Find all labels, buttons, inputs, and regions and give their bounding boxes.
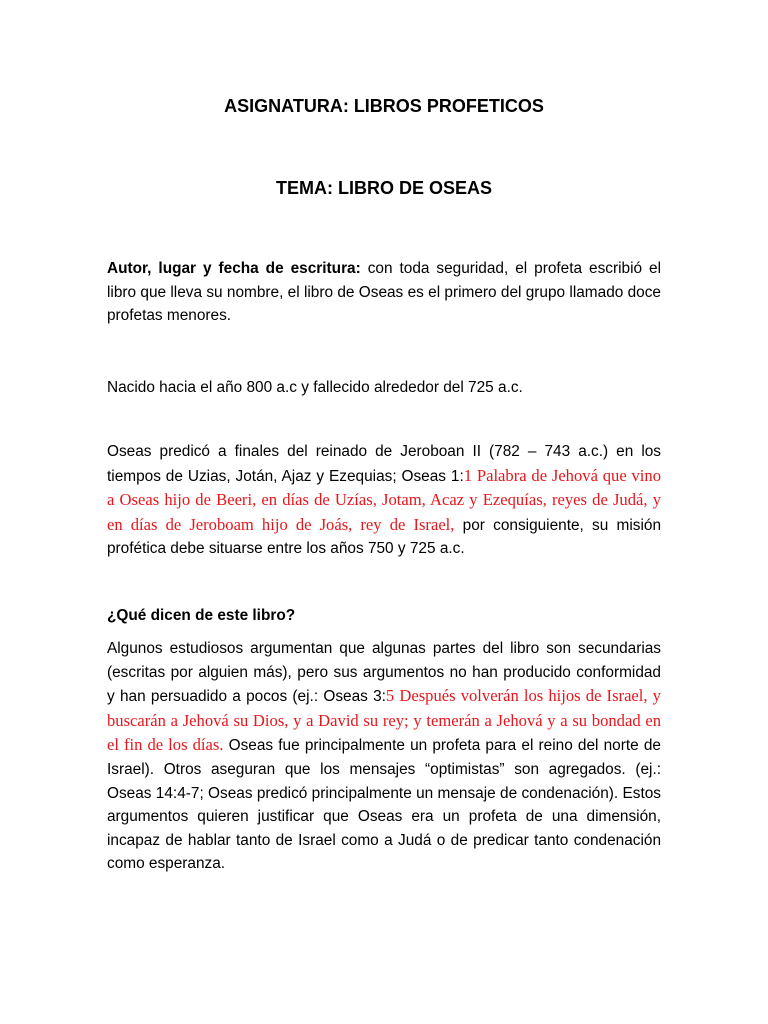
scholars-text-before: Algunos estudiosos argumentan que algunas partes del libro son secundarias (escritas por alguien más), pero sus argumentos no han producido conformidad y han persuadido a pocos (ej.: Oseas 3: bbox=[107, 640, 661, 706]
section-heading-wrapper bbox=[107, 604, 661, 628]
topic-title: TEMA: LIBRO DE OSEAS bbox=[275, 178, 492, 198]
scripture-quote-oseas-1: 1 Palabra de Jehová que vino a Oseas hijo de Beeri, en días de Uzías, Jotam, Acaz y Ezequías, reyes de Judá, y en días de Jeroboam hijo de Joás, rey de Israel, bbox=[107, 465, 661, 534]
scholars-text-after: Oseas fue principalmente un profeta para el reino del norte de Israel). Otros aseguran que los mensajes “optimistas” son agregados. (ej.: Oseas 14:4-7; Oseas predicó principalmente un mensaje de condenación). Estos argumentos quieren justificar que Oseas era un profeta de una dimensión, incapaz de hablar tanto de Israel como a Judá o de predicar tanto condenación como esperanza. bbox=[107, 737, 661, 873]
section-heading: ¿Qué dicen de este libro? bbox=[107, 607, 296, 624]
author-label: Autor, lugar y fecha de escritura: bbox=[107, 260, 361, 277]
preaching-paragraph bbox=[107, 440, 661, 561]
birth-paragraph: Nacido hacia el año 800 a.c y fallecido alrededor del 725 a.c. bbox=[107, 379, 523, 396]
author-text: con toda seguridad, el profeta escribió el libro que lleva su nombre, el libro de Oseas es el primero del grupo llamado doce profetas menores. bbox=[107, 260, 661, 325]
preaching-text-before: Oseas predicó a finales del reinado de Jeroboan II (782 – 743 a.c.) en los tiempos de Uzias, Jotán, Ajaz y Ezequias; Oseas 1: bbox=[107, 443, 661, 485]
scholars-paragraph bbox=[107, 637, 661, 876]
preaching-text-after: por consiguiente, su misión profética debe situarse entre los años 750 y 725 a.c. bbox=[107, 516, 662, 558]
author-paragraph bbox=[107, 257, 661, 328]
scripture-quote-oseas-3: 5 Después volverán los hijos de Israel, y buscarán a Jehová su Dios, y a David su rey; y temerán a Jehová y a su bondad en el fin de los días. bbox=[107, 686, 661, 755]
subject-title: ASIGNATURA: LIBROS PROFETICOS bbox=[224, 96, 544, 116]
